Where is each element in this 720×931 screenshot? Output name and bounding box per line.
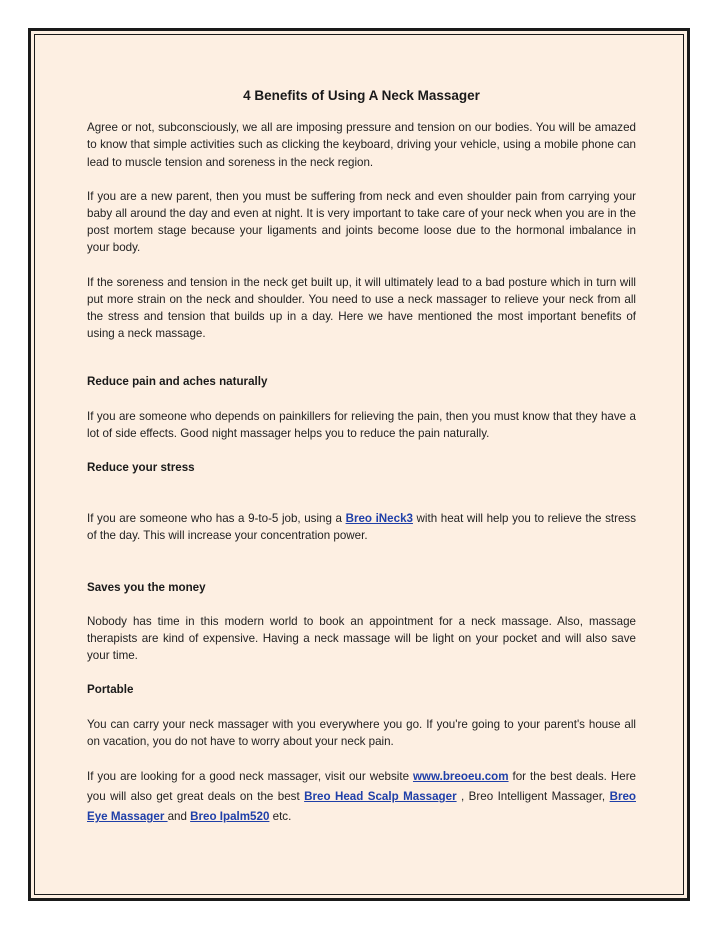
breo-head-scalp-massager-link[interactable]: Breo Head Scalp Massager bbox=[304, 790, 457, 804]
section-body-money: Nobody has time in this modern world to book an appointment for a neck massage. Also, massage therapists are kind of expensive. Having a neck massage will be light on your pocket and will also save your time. bbox=[87, 614, 636, 663]
section-body-pain: If you are someone who depends on painkillers for relieving the pain, then you must know that they have a lot of side effects. Good night massager helps you to reduce the pain naturally. bbox=[87, 409, 636, 440]
closing-text-1: If you are looking for a good neck massager, visit our website bbox=[87, 770, 413, 784]
closing-paragraph bbox=[87, 767, 636, 827]
stress-text-before: If you are someone who has a 9-to-5 job, using a bbox=[87, 512, 346, 526]
section-heading-pain: Reduce pain and aches naturally bbox=[87, 375, 268, 389]
stress-text-after: with heat will help you to relieve the stress of the day. This will increase your concentration power. bbox=[87, 512, 636, 543]
closing-text-4: and bbox=[167, 810, 191, 824]
closing-text-5: etc. bbox=[269, 810, 292, 824]
section-body-stress bbox=[87, 510, 636, 544]
intro-paragraph-3: If the soreness and tension in the neck get built up, it will ultimately lead to a bad posture which in turn will put more strain on the neck and shoulder. You need to use a neck massager to relieve your neck from all the stress and tension that builds up in a day. Here we have mentioned the most important benefits of using a neck massage. bbox=[87, 275, 636, 341]
section-heading-money: Saves you the money bbox=[87, 580, 206, 594]
section-heading-stress: Reduce your stress bbox=[87, 461, 195, 475]
document-title: 4 Benefits of Using A Neck Massager bbox=[243, 88, 480, 103]
closing-text-3: , Breo Intelligent Massager, bbox=[456, 790, 610, 804]
document-content bbox=[87, 87, 636, 827]
section-body-portable: You can carry your neck massager with you everywhere you go. If you're going to your parent's house all on vacation, you do not have to worry about your neck pain. bbox=[87, 717, 636, 748]
document-page bbox=[28, 28, 690, 901]
intro-paragraph-2: If you are a new parent, then you must be suffering from neck and even shoulder pain from carrying your baby all around the day and even at night. It is very important to take care of your neck when you are in the post mortem stage because your ligaments and joints become loose due to the hormonal imbalance in your body. bbox=[87, 189, 636, 255]
breo-ipalm520-link[interactable]: Breo Ipalm520 bbox=[190, 810, 270, 824]
breo-ineck3-link[interactable]: Breo iNeck3 bbox=[345, 512, 413, 526]
breoeu-website-link[interactable]: www.breoeu.com bbox=[412, 770, 509, 784]
intro-paragraph-1: Agree or not, subconsciously, we all are imposing pressure and tension on our bodies. You will be amazed to know that simple activities such as clicking the keyboard, driving your vehicle, using a mobile phone can lead to muscle tension and soreness in the neck region. bbox=[87, 121, 636, 169]
section-heading-portable: Portable bbox=[87, 683, 134, 697]
closing-text-2: for the best deals. Here you will also get great deals on the best bbox=[87, 770, 636, 804]
breo-eye-massager-link[interactable]: Breo Eye Massager bbox=[87, 790, 636, 824]
